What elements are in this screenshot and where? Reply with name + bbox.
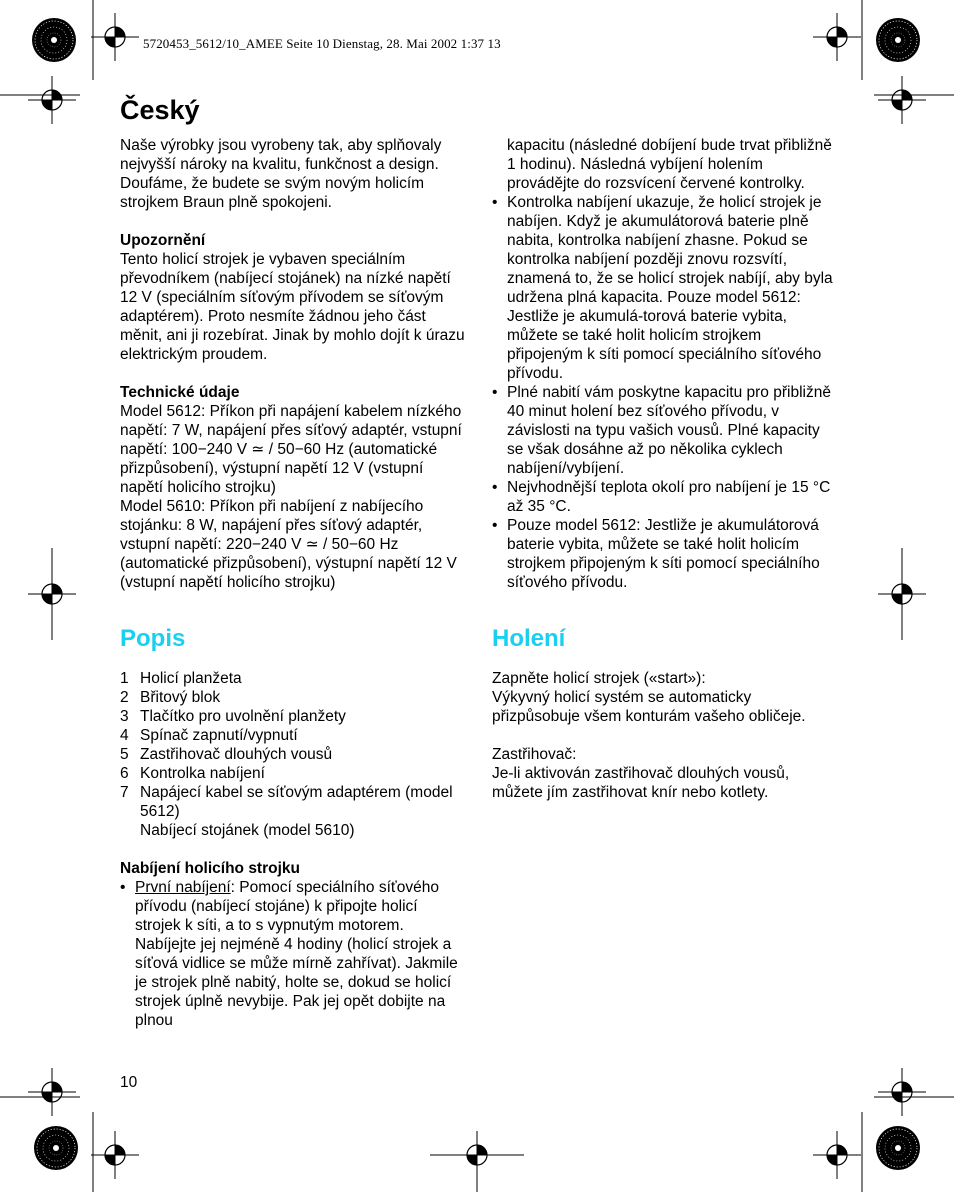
charging-notes-list — [492, 193, 837, 592]
page-number: 10 — [120, 1074, 138, 1091]
list-item: • Nejvhodnější teplota okolí pro nabíjení je 15 °C až 35 °C. — [492, 478, 837, 516]
list-item: 1 Holicí planžeta — [120, 670, 242, 687]
intro-paragraph: Naše výrobky jsou vyrobeny tak, aby splňovaly nejvyšší nároky na kvalitu, funkčnost a design. Doufáme, že budete se svým novým holicím strojkem Braun plně spokojeni. — [120, 137, 442, 211]
right-column — [492, 136, 837, 802]
trimmer-heading: Zastřihovač: — [492, 746, 577, 763]
charging-heading: Nabíjení holicího strojku — [120, 860, 300, 877]
continuation-paragraph: kapacitu (následné dobíjení bude trvat přibližně 1 hodinu). Následná vybíjení holením provádějte do rozsvícení červené kontrolky. — [507, 137, 832, 192]
tech-5610: Model 5610: Příkon při nabíjení z nabíjecího stojánku: 8 W, napájení přes síťový adaptér, vstupní napětí: 220−240 V ≃ / 50−60 Hz (automatické přizpůsobení), výstupní napětí 12 V (vstupní napětí holicího strojku) — [120, 498, 457, 591]
holeni-paragraph-1: Zapněte holicí strojek («start»): — [492, 670, 706, 687]
tech-heading: Technické údaje — [120, 384, 240, 401]
trimmer-paragraph: Je-li aktivován zastřihovač dlouhých vousů, můžete jím zastřihovat knír nebo kotlety. — [492, 765, 790, 801]
charging-list — [120, 878, 465, 1030]
list-item: 3 Tlačítko pro uvolnění planžety — [120, 708, 346, 725]
left-column — [120, 136, 465, 1030]
list-item: • Pouze model 5612: Jestliže je akumulátorová baterie vybita, můžete se také holit holicím strojkem připojeným k síti pomocí speciálního síťového přívodu. — [492, 516, 837, 592]
parts-list — [120, 669, 465, 840]
popis-heading: Popis — [120, 625, 186, 652]
list-item: • Kontrolka nabíjení ukazuje, že holicí strojek je nabíjen. Když je akumulátorová baterie plně nabita, kontrolka nabíjení zhasne. Pokud se kontrolka nabíjení později znovu rozsvítí, znamená to, že se holicí strojek nabíjí, aby byla udržena plná kapacita. Pouze model 5612: Jestliže je akumulá-torová baterie vybita, můžete se také holit holicím strojkem připojeným k síti pomocí speciálního síťového přívodu. — [492, 193, 837, 383]
list-item: 2 Břitový blok — [120, 689, 221, 706]
list-item: 4 Spínač zapnutí/vypnutí — [120, 727, 298, 744]
part7-extra: Nabíjecí stojánek (model 5610) — [140, 822, 355, 839]
holeni-heading: Holení — [492, 625, 566, 652]
print-slug: 5720453_5612/10_AMEE Seite 10 Dienstag, 28. Mai 2002 1:37 13 — [143, 36, 501, 51]
first-charge-label: První nabíjení — [135, 879, 231, 896]
tech-5612: Model 5612: Příkon při napájení kabelem nízkého napětí: 7 W, napájení přes síťový adaptér, vstupní napětí: 100−240 V ≃ / 50−60 Hz (automatické přizpůsobení), výstupní napětí 12 V (vstupní napětí holicího strojku) — [120, 403, 462, 496]
list-item: • První nabíjení: Pomocí speciálního síťového přívodu (nabíjecí stojáne) k připojte holicí strojek k síti, a to s vypnutým motorem. Nabíjejte jej nejméně 4 hodiny (holicí strojek a síťová vidlice se může mírně zahřívat). Jakmile je strojek plně nabitý, holte se, dokud se holicí strojek úplně nevybije. Pak jej opět dobijte na plnou — [120, 878, 465, 1030]
page-title: Český — [120, 95, 200, 125]
list-item: • Plné nabití vám poskytne kapacitu pro přibližně 40 minut holení bez síťového přívodu, v závislosti na typu vašich vousů. Plné kapacity se však dosáhne až po několika cyklech nabíjení/vybíjení. — [492, 383, 837, 478]
list-item: 5 Zastřihovač dlouhých vousů — [120, 746, 333, 763]
holeni-paragraph-2: Výkyvný holicí systém se automaticky přizpůsobuje všem konturám vašeho obličeje. — [492, 689, 806, 725]
warning-heading: Upozornění — [120, 232, 206, 249]
list-item: 7 Napájecí kabel se síťovým adaptérem (model 5612) Nabíjecí stojánek (model 5610) — [120, 784, 453, 839]
warning-paragraph: Tento holicí strojek je vybaven speciálním převodníkem (nabíjecí stojánek) na nízké napětí 12 V (speciálním síťovým přívodem se síťovým adaptérem). Proto nesmíte žádnou jeho část měnit, ani ji rozebírat. Jinak by mohlo dojít k úrazu elektrickým proudem. — [120, 251, 465, 363]
list-item: 6 Kontrolka nabíjení — [120, 765, 265, 782]
